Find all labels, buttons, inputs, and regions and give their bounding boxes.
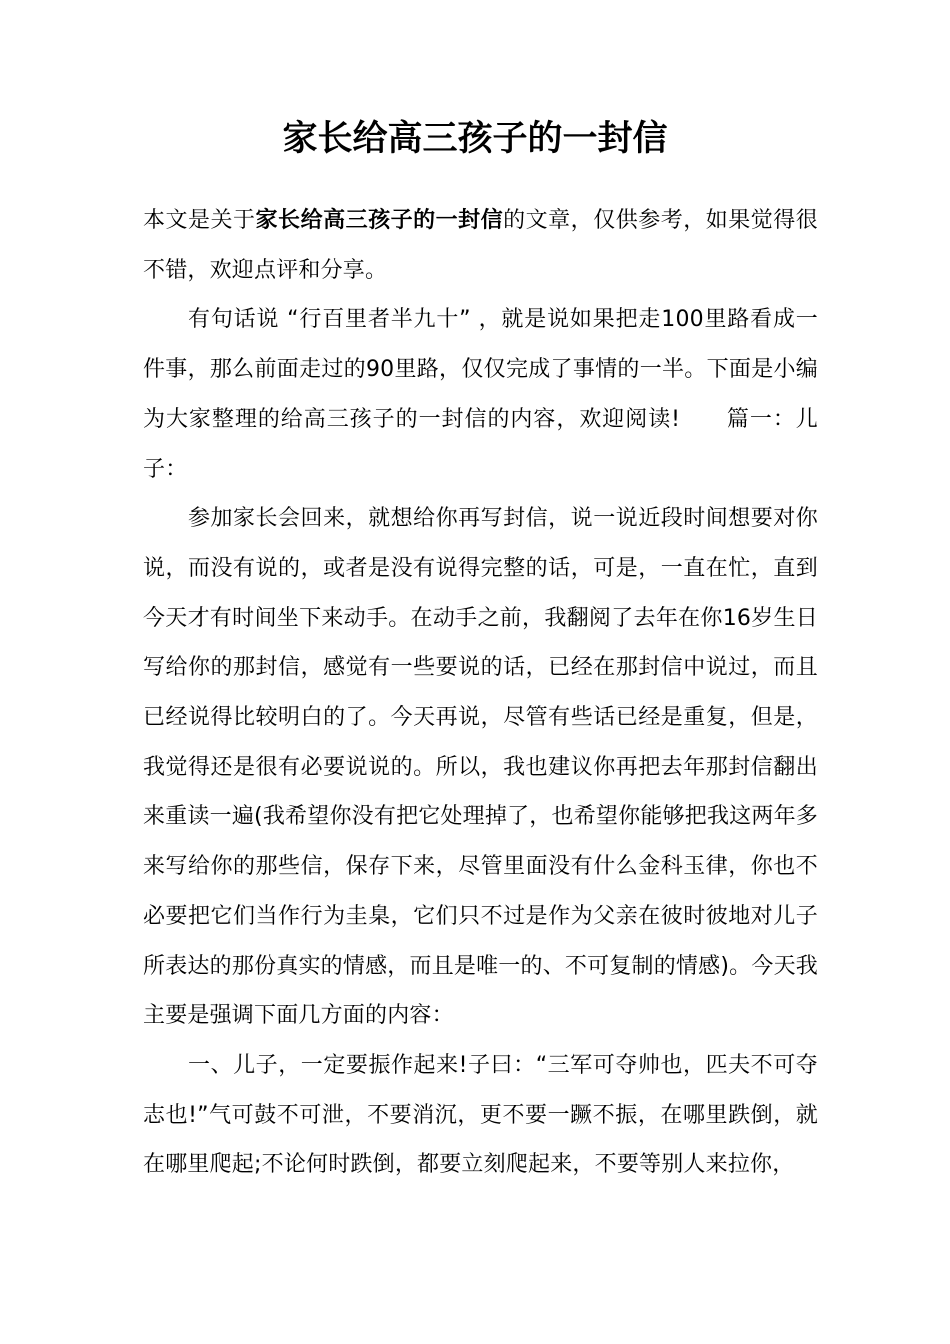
paragraph-2: 参加家长会回来，就想给你再写封信，说一说近段时间想要对你说，而没有说的，或者是没有说得完整的话，可是，一直在忙，直到今天才有时间坐下来动手。在动手之前，我翻阅了去年在你16岁生日写给你的那封信，感觉有一些要说的话，已经在那封信中说过，而且已经说得比较明白的了。今天再说，尽管有些话已经是重复，但是，我觉得还是很有必要说说的。所以，我也建议你再把去年那封信翻出来重读一遍(我希望你没有把它处理掉了，也希望你能够把我这两年多来写给你的那些信，保存下来，尽管里面没有什么金科玉律，你也不必要把它们当作行为圭臬，它们只不过是作为父亲在彼时彼地对儿子所表达的那份真实的情感，而且是唯一的、不可复制的情感)。今天我主要是强调下面几方面的内容： [143,506,818,1029]
intro-highlight: 家长给高三孩子的一封信 [255,208,504,233]
document-body [143,196,818,1190]
paragraph-3: 一、儿子，一定要振作起来!子曰：“三军可夺帅也，匹夫不可夺志也!”气可鼓不可泄，不要消沉，更不要一蹶不振，在哪里跌倒，就在哪里爬起;不论何时跌倒，都要立刻爬起来，不要等别人来拉你， [143,1052,818,1178]
intro-after: 的文章，仅供参考，如果觉得很不错，欢迎点评和分享。 [143,208,818,283]
paragraph-1: 有句话说 “行百里者半九十” ，就是说如果把走100里路看成一件事，那么前面走过的90里路，仅仅完成了事情的一半。下面是小编为大家整理的给高三孩子的一封信的内容，欢迎阅读! 篇一：儿子： [143,307,818,482]
intro-before: 本文是关于 [143,208,256,233]
document-title: 家长给高三孩子的一封信 [282,119,668,160]
intro-paragraph [143,196,818,295]
